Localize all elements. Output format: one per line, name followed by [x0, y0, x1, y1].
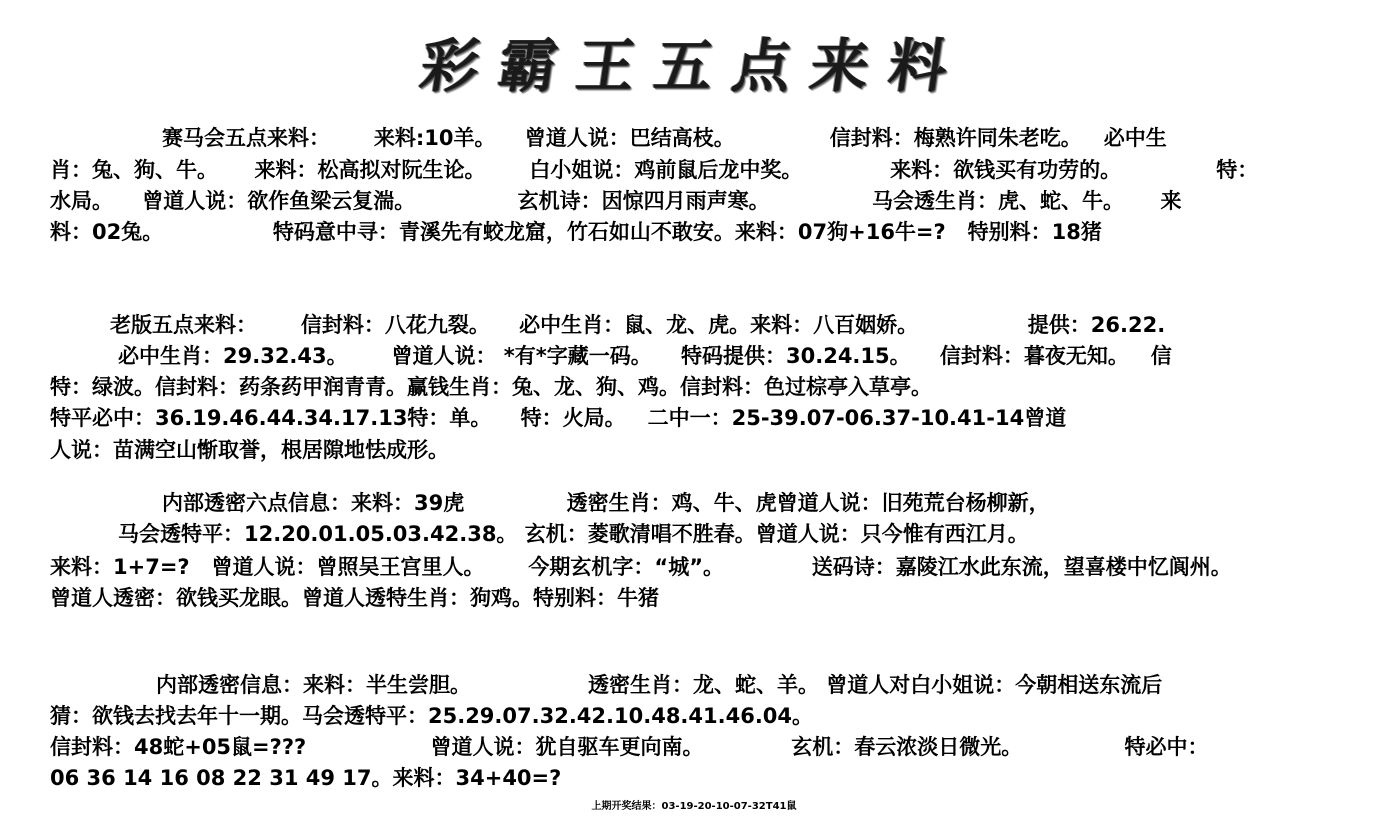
text-line: 必中生肖：29.32.43。 曾道人说： *有*字藏一码。 特码提供：30.24.15。 信封料：暮夜无知。 信 — [118, 344, 1172, 368]
text-line: 人说：苗满空山惭取誉，根居隙地怯成形。 — [50, 438, 449, 462]
text-line: 赛马会五点来料： 来料:10羊。 曾道人说：巴结高枝。 信封料：梅熟许同朱老吃。 必中生 — [162, 126, 1167, 150]
text-line: 曾道人透密：欲钱买龙眼。曾道人透特生肖：狗鸡。特别料：牛猪 — [50, 586, 659, 610]
last-draw-result: 上期开奖结果：03-19-20-10-07-32T41鼠 — [591, 801, 797, 812]
text-line: 内部透密六点信息：来料：39虎 透密生肖：鸡、牛、虎曾道人说：旧苑荒台杨柳新， — [162, 491, 1050, 515]
text-line: 猜：欲钱去找去年十一期。马会透特平：25.29.07.32.42.10.48.41.46.04。 — [50, 704, 814, 728]
text-line: 马会透特平：12.20.01.05.03.42.38。 玄机：菱歌清唱不胜春。曾道人说：只今惟有西江月。 — [118, 522, 1029, 546]
text-line: 老版五点来料： 信封料：八花九裂。 必中生肖：鼠、龙、虎。来料：八百姻娇。 提供：26.22. — [110, 313, 1166, 337]
text-line: 内部透密信息：来料：半生尝胆。 透密生肖：龙、蛇、羊。 曾道人对白小姐说：今朝相送东流后 — [156, 673, 1163, 697]
text-line: 特平必中：36.19.46.44.34.17.13特：单。 特：火局。 二中一：25-39.07-06.37-10.41-14曾道 — [50, 406, 1067, 430]
page-title: 彩霸王五点来料 — [416, 32, 972, 100]
text-line: 信封料：48蛇+05鼠=??? 曾道人说：犹自驱车更向南。 玄机：春云浓淡日微光。 特必中： — [50, 735, 1209, 759]
text-line: 水局。 曾道人说：欲作鱼梁云复湍。 玄机诗：因惊四月雨声寒。 马会透生肖：虎、蛇、牛。 来 — [50, 189, 1182, 213]
text-line: 肖：兔、狗、牛。 来料：松高拟对阮生论。 白小姐说：鸡前鼠后龙中奖。 来料：欲钱买有功劳的。 特： — [50, 158, 1259, 182]
text-line: 料：02兔。 特码意中寻：青溪先有蛟龙窟，竹石如山不敢安。来料：07狗+16牛=? 特别料：18猪 — [50, 220, 1102, 244]
text-line: 特：绿波。信封料：药条药甲润青青。赢钱生肖：兔、龙、狗、鸡。信封料：色过棕亭入草亭。 — [50, 375, 932, 399]
text-line: 来料：1+7=? 曾道人说：曾照吴王宫里人。 今期玄机字：“城”。 送码诗：嘉陵江水此东流，望喜楼中忆阆州。 — [50, 555, 1232, 579]
text-line: 06 36 14 16 08 22 31 49 17。来料：34+40=? — [50, 766, 562, 790]
